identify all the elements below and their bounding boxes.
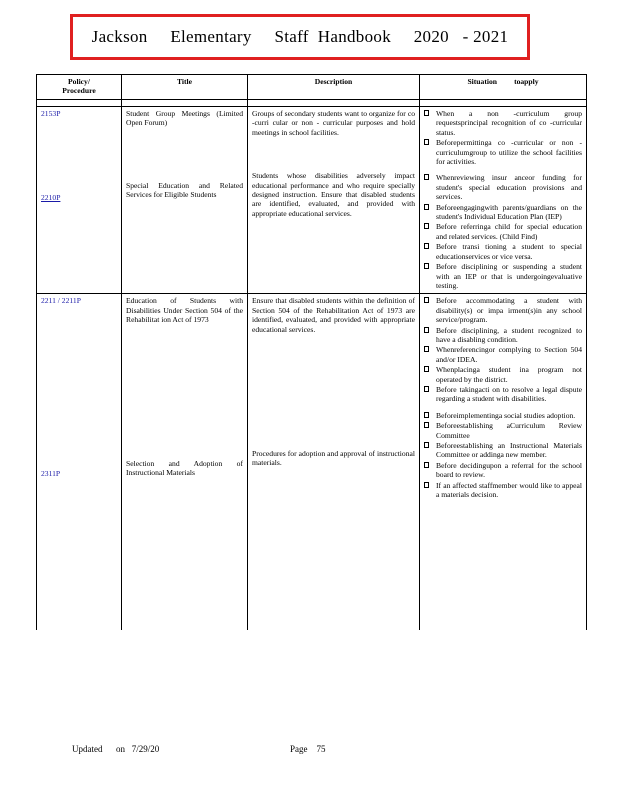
list-item: If an affected staffmember would like to appeal a materials decision. [424, 481, 582, 500]
list-item: Whenreferencingor complying to Section 504 and/or IDEA. [424, 345, 582, 364]
policy-description: Students whose disabilities adversely impact educational performance and who require specially designed instruction. Ensure that disabled students are identified, evaluated, and provided with appropriate educational services. [252, 171, 415, 218]
table-row [37, 294, 587, 630]
situation-list [424, 296, 582, 403]
description-cell [248, 107, 420, 294]
title-cell [122, 294, 248, 630]
situation-cell [420, 107, 587, 294]
checkbox-icon [424, 204, 429, 210]
checkbox-icon [424, 412, 429, 418]
policy-title: Student Group Meetings (Limited Open Forum) [126, 109, 243, 128]
policy-link[interactable]: 2210P [41, 193, 61, 203]
checkbox-icon [424, 174, 429, 180]
checkbox-icon [424, 462, 429, 468]
spacer-row [37, 100, 587, 107]
checkbox-icon [424, 482, 429, 488]
checkbox-icon [424, 110, 429, 116]
policy-description: Procedures for adoption and approval of instructional materials. [252, 448, 415, 468]
table-row [37, 107, 587, 294]
situation-list [424, 109, 582, 166]
checkbox-icon [424, 442, 429, 448]
checkbox-icon [424, 366, 429, 372]
list-item: Whenplacinga student ina program not operated by the district. [424, 365, 582, 384]
column-header-policy: Policy/ Procedure [37, 75, 122, 100]
list-item: Before transi tioning a student to special educationservices or vice versa. [424, 242, 582, 261]
policy-cell [37, 107, 122, 294]
list-item: When a non -curriculum group requestsprincipal recognition of co -curricular status. [424, 109, 582, 137]
list-item: Beforeimplementinga social studies adoption. [424, 411, 582, 420]
policy-title: Selection and Adoption of Instructional Materials [126, 458, 243, 477]
policy-cell [37, 294, 122, 630]
checkbox-icon [424, 386, 429, 392]
list-item: Before disciplining, a student recognized to have a disabling condition. [424, 326, 582, 345]
situation-cell [420, 294, 587, 630]
list-item: Before accommodating a student with disability(s) or impa irment(s)in any school service/program. [424, 296, 582, 324]
handbook-title: Jackson Elementary Staff Handbook 2020 - 2021 [91, 27, 509, 46]
policy-title: Special Education and Related Services for Eligible Students [126, 180, 243, 200]
policy-table [36, 74, 587, 630]
table-header-row [37, 75, 587, 100]
checkbox-icon [424, 327, 429, 333]
list-item: Beforeestablishing an Instructional Materials Committee or addinga new member. [424, 441, 582, 460]
policy-description: Groups of secondary students want to organize for co -curri cular or non - curricular purposes and hold meetings in school facilities. [252, 109, 415, 137]
checkbox-icon [424, 422, 429, 428]
description-cell [248, 294, 420, 630]
checkbox-icon [424, 297, 429, 303]
column-header-description: Description [248, 75, 420, 100]
list-item: Beforepermittinga co -curricular or non -curriculumgroup to utilize the school facilities for activities. [424, 138, 582, 166]
checkbox-icon [424, 223, 429, 229]
list-item: Before takingacti on to resolve a legal dispute regarding a student with disabilities. [424, 385, 582, 404]
checkbox-icon [424, 263, 429, 269]
column-header-title: Title [122, 75, 248, 100]
checkbox-icon [424, 243, 429, 249]
list-item: Beforeestablishing aCurriculum Review Committee [424, 421, 582, 440]
policy-title: Education of Students with Disabilities Under Section 504 of the Rehabilitat ion Act of 1973 [126, 296, 243, 325]
handbook-title-box [70, 14, 530, 60]
list-item: Before disciplining or suspending a student with an IEP or that is undergoingevaluative testing. [424, 262, 582, 290]
footer-page-number: Page 75 [290, 744, 326, 754]
column-header-situation: Situation toapply [420, 75, 587, 100]
list-item: Beforeengagingwith parents/guardians on the student's Individual Education Plan (IEP) [424, 203, 582, 222]
checkbox-icon [424, 346, 429, 352]
list-item: Before decidingupon a referral for the school board to review. [424, 461, 582, 480]
policy-description: Ensure that disabled students within the definition of Section 504 of the Rehabilitation Act of 1973 are identified, evaluated, and provided with appropriate educational services. [252, 296, 415, 334]
situation-list [424, 411, 582, 500]
situation-list [424, 173, 582, 290]
footer-updated: Updated on 7/29/20 [72, 744, 160, 754]
checkbox-icon [424, 139, 429, 145]
list-item: Whenreviewing insur anceor funding for student's special education provisions and services. [424, 173, 582, 201]
policy-link[interactable]: 2311P [41, 468, 61, 478]
list-item: Before referringa child for special education and related services. (Child Find) [424, 222, 582, 241]
policy-link[interactable]: 2153P [41, 109, 61, 118]
title-cell [122, 107, 248, 294]
policy-link[interactable]: 2211 / 2211P [41, 296, 81, 306]
